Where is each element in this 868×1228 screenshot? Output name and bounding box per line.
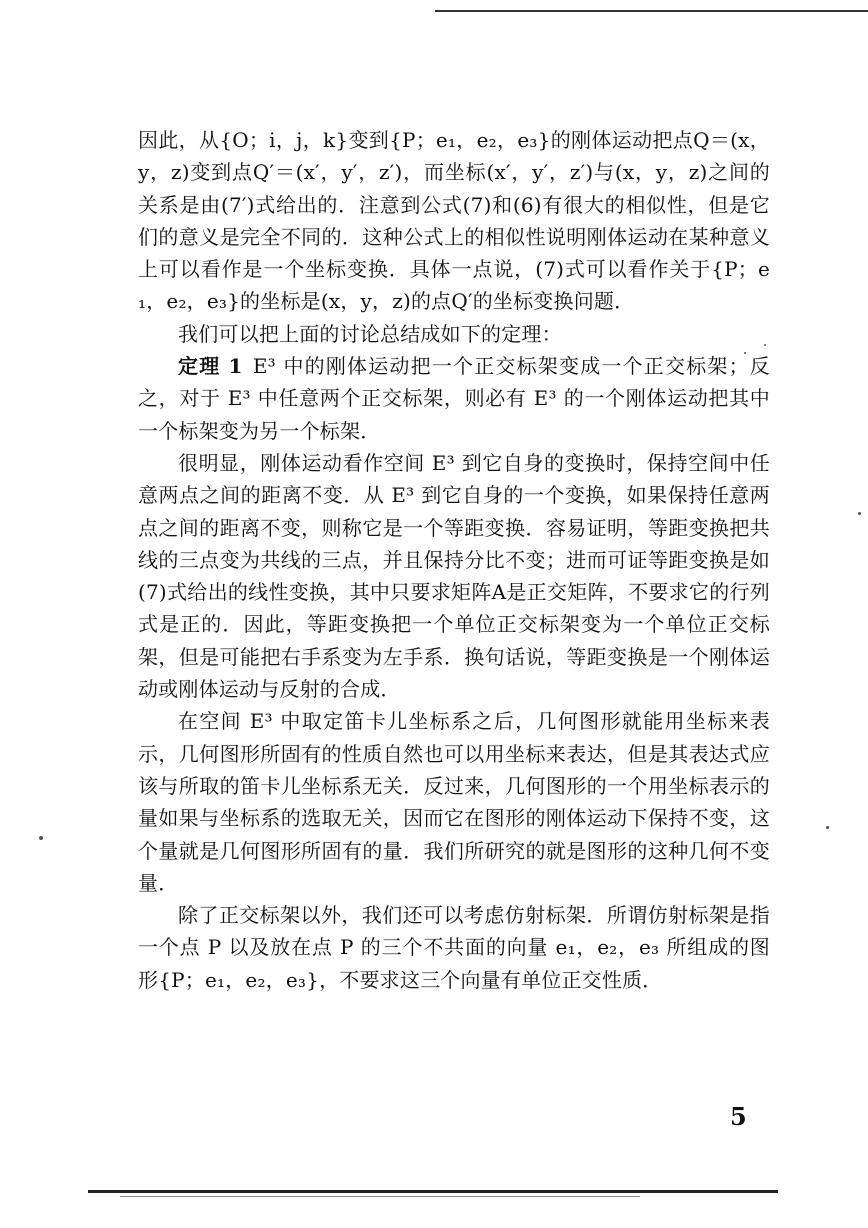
bottom-edge-rule-faint [120, 1196, 640, 1197]
paragraph-1: 因此，从{O；i，j，k}变到{P；e₁，e₂，e₃}的刚体运动把点Q＝(x，y，z)变到点Q′＝(x′，y′，z′)，而坐标(x′，y′，z′)与(x，y，z)之间的关系是由(7′)式给出的．注意到公式(7)和(6)有很大的相似性，但是它们的意义是完全不同的．这种公式上的相似性说明刚体运动在某种意义上可以看作是一个坐标变换．具体一点说，(7)式可以看作关于{P；e₁，e₂，e₃}的坐标是(x，y，z)的点Q′的坐标变换问题． [138, 128, 770, 314]
paragraph-2: 我们可以把上面的讨论总结成如下的定理： [178, 321, 562, 346]
theorem-paragraph [138, 350, 770, 447]
bottom-edge-rule [88, 1190, 778, 1193]
scan-speck [826, 826, 829, 829]
scan-speck [744, 352, 746, 354]
scan-speck [858, 512, 861, 515]
theorem-text: E³ 中的刚体运动把一个正交标架变成一个正交标架；反之，对于 E³ 中任意两个正交标架，则必有 E³ 的一个刚体运动把其中一个标架变为另一个标架． [138, 354, 770, 443]
scan-speck [39, 836, 43, 840]
scan-speck [764, 344, 766, 346]
paragraph-5: 在空间 E³ 中取定笛卡儿坐标系之后，几何图形就能用坐标来表示，几何图形所固有的性质自然也可以用坐标来表达，但是其表达式应该与所取的笛卡儿坐标系无关．反过来，几何图形的一个用坐标表示的量如果与坐标系的选取无关，因而它在图形的刚体运动下保持不变，这个量就是几何图形所固有的量．我们所研究的就是图形的这种几何不变量． [138, 709, 770, 895]
page-body [138, 124, 770, 996]
top-edge-rule [435, 10, 868, 12]
theorem-label: 定理 1 [178, 354, 243, 379]
paragraph-6: 除了正交标架以外，我们还可以考虑仿射标架．所谓仿射标架是指一个点 P 以及放在点 P 的三个不共面的向量 e₁，e₂，e₃ 所组成的图形{P；e₁，e₂，e₃}，不要求这三个向量有单位正交性质． [138, 903, 770, 992]
page-number: 5 [730, 1102, 747, 1131]
paragraph-4: 很明显，刚体运动看作空间 E³ 到它自身的变换时，保持空间中任意两点之间的距离不变．从 E³ 到它自身的一个变换，如果保持任意两点之间的距离不变，则称它是一个等距变换．容易证明，等距变换把共线的三点变为共线的三点，并且保持分比不变；进而可证等距变换是如(7)式给出的线性变换，其中只要求矩阵A是正交矩阵，不要求它的行列式是正的．因此，等距变换把一个单位正交标架变为一个单位正交标架，但是可能把右手系变为左手系．换句话说，等距变换是一个刚体运动或刚体运动与反射的合成． [138, 450, 770, 702]
